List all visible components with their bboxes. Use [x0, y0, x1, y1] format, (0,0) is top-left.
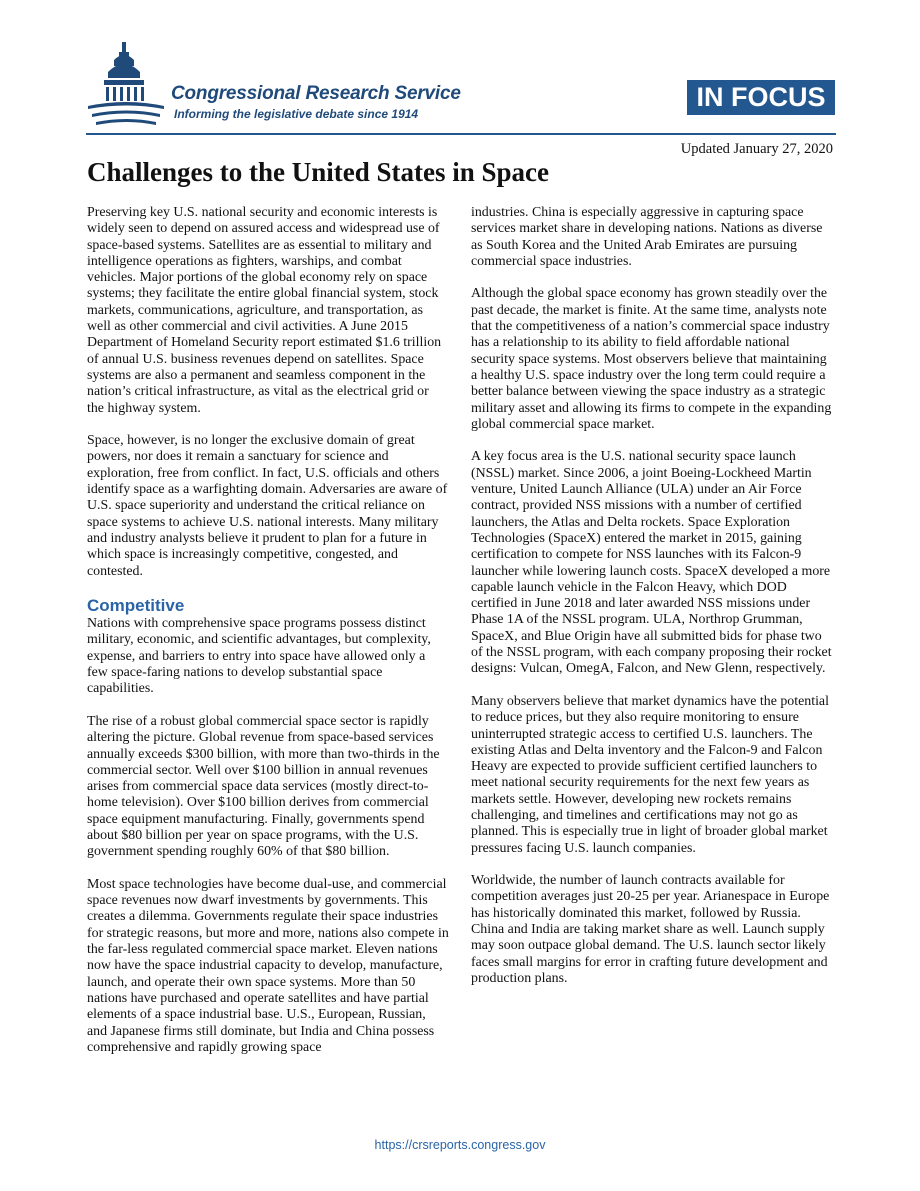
paragraph: A key focus area is the U.S. national security space launch (NSSL) market. Since 2006, a joint Boeing-Lockheed Martin venture, United Launch Alliance (ULA) under an Air Force contract, provided NSS missions with a number of certified launchers, the Atlas and Delta rockets. Space Exploration Technologies (SpaceX) entered the market in 2015, gaining certification to compete for NSS launches with its Falcon-9 launcher while lowering launch costs. SpaceX developed a more capable launch vehicle in the Falcon Heavy, which DOD certified in June 2018 and later awarded NSS missions under Phase 1A of the NSSL program. ULA, Northrop Grumman, SpaceX, and Blue Origin have all submitted bids for phase two of the NSSL program, with each company proposing their rocket designs: Vulcan, OmegA, Falcon, and New Glenn, respectively.	[471, 449, 832, 677]
footer-url-link[interactable]: https://crsreports.congress.gov	[374, 1138, 546, 1152]
org-tagline: Informing the legislative debate since 1914	[174, 107, 419, 121]
header-divider	[86, 133, 836, 135]
paragraph: Although the global space economy has grown steadily over the past decade, the market is finite. At the same time, analysts note that the competitiveness of a nation’s commercial space industry has a relationship to its ability to field affordable national security space systems. Most observers believe that maintaining a healthy U.S. space industry over the long term could require a better balance between viewing the space industry as a strategic military asset and allowing its firms to compete in the expanding global commercial space market.	[471, 286, 832, 432]
paragraph: The rise of a robust global commercial space sector is rapidly altering the picture. Global revenue from space-based services annually exceeds $300 billion, with more than two-thirds in the commercial sector. Well over $100 billion in annual revenues arises from commercial space data services (mostly direct-to-home television). Over $100 billion derives from commercial space equipment manufacturing. Finally, governments spend about $80 billion per year on space programs, with the U.S. government spending roughly 60% of that $80 billion.	[87, 713, 440, 860]
right-column	[471, 205, 833, 1004]
paragraph: Preserving key U.S. national security and economic interests is widely seen to depend on assured access and widespread use of space-based systems. Satellites are as essential to military and intelligence operations as fighters, warships, and combat vehicles. Major portions of the global economy rely on space systems; they facilitate the entire global financial system, stock markets, communications, agriculture, and transportation, as well as other commercial and civil activities. A June 2015 Department of Homeland Security report estimated $1.6 trillion of annual U.S. business revenues depend on satellites. Space systems are also a permanent and seamless component in the nation’s critical infrastructure, as vital as the electrical grid or the highway system.	[87, 205, 442, 416]
page-header	[86, 38, 836, 138]
org-name: Congressional Research Service	[171, 83, 461, 104]
paragraph: Nations with comprehensive space programs possess distinct military, economic, and scientific advantages, but complexity, expense, and barriers to entry into space have allowed only a few space-faring nations to develop substantial space capabilities.	[87, 616, 431, 697]
page-title: Challenges to the United States in Space	[87, 157, 550, 187]
paragraph: Space, however, is no longer the exclusive domain of great powers, nor does it remain a sanctuary for science and exploration, free from conflict. In fact, U.S. officials and others identify space as a warfighting domain. Adversaries are aware of U.S. space superiority and understand the critical reliance on space systems to achieve U.S. national interests. Many military and industry analysts believe it prudent to plan for a future in which space is increasingly competitive, congested, and contested.	[87, 433, 448, 579]
section-heading: Competitive	[87, 596, 185, 616]
left-column	[87, 205, 449, 1072]
paragraph: Worldwide, the number of launch contracts available for competition averages just 20-25 per year. Arianespace in Europe has historically dominated this market, followed by Russia. China and India are taking market share as well. Launch supply may soon outpace global demand. The U.S. launch sector likely faces small margins for error in crafting future development and production plans.	[471, 873, 830, 986]
in-focus-badge: IN FOCUS	[687, 80, 835, 115]
paragraph: Most space technologies have become dual-use, and commercial space revenues now dwarf investments by governments. This creates a dilemma. Governments regulate their space industries for strategic reasons, but more and more, nations also compete in the far-less regulated commercial space market. Eleven nations now have the space industrial capacity to develop, manufacture, launch, and operate their own space systems. More than 50 nations have purchased and operate satellites and have partial elements of a space industrial base. U.S., European, Russian, and Japanese firms still dominate, but India and China possess comprehensive and rapidly growing space	[87, 876, 449, 1055]
updated-date: Updated January 27, 2020	[680, 141, 833, 157]
paragraph: industries. China is especially aggressive in capturing space services market share in developing nations. Nations as diverse as South Korea and the United Arab Emirates are pursuing commercial space industries.	[471, 205, 823, 269]
paragraph: Many observers believe that market dynamics have the potential to reduce prices, but they also require monitoring to ensure uninterrupted strategic access to certified U.S. launchers. The existing Atlas and Delta inventory and the Falcon-9 and Falcon Heavy are expected to provide sufficient certified launchers to meet national security requirements for the next few years as markets settle. However, developing new rockets remains challenging, and timelines and certifications may not go as planned. This is especially true in light of broader global market pressures facing U.S. launch companies.	[471, 693, 829, 856]
capitol-dome-logo-icon	[86, 42, 166, 132]
